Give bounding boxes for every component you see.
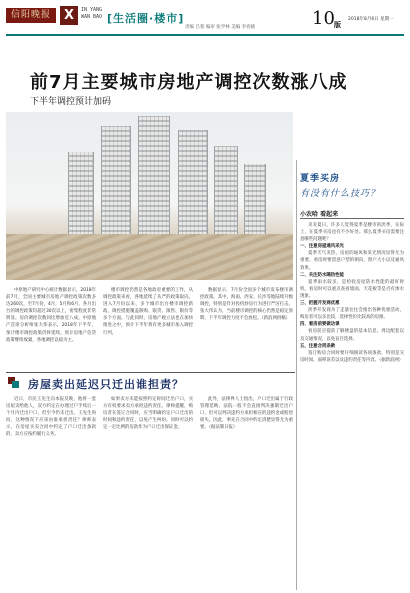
sidebar-title: 夏季买房 xyxy=(300,174,341,184)
sidebar-body xyxy=(300,222,404,588)
story2-text-2: 如果卖方未能按照约定时间迁出户口，买方有权要求卖方承担违约责任。律师提醒，购房者在签订合同时，应当明确约定户口迁出的时间和违约责任，以免产生纠纷。同时可以约定一定比例的房款作为户口迁出保证金。 xyxy=(103,397,193,431)
sidebar-section-4-text: 看房前应提前了解楼盘的基本信息、周边配套以及交通情况，以免盲目选择。 xyxy=(300,329,404,342)
main-story-text-2: 楼市调控仍然是各地政府重要的工作，从调控政策来看，各地延续了从严的政策取向。进入7月份以来，多个城市出台楼市调控新政，调控措施覆盖限购、限贷、限售、限价等多个方面。与此同时，房地产税立法也在加快推进之中，预计下半年将有更多城市加入调控行列。 xyxy=(103,288,193,336)
main-story-col-1 xyxy=(6,287,96,367)
story2-col-3 xyxy=(200,396,293,588)
story2-headline: 房屋卖出延迟只迁出谁担责？ xyxy=(28,378,184,391)
sidebar-intro: 炎炎夏日，许多人觉得夏季是楼市的淡季，实际上，在夏季买房也有不少好处。那么夏季买房需要注意哪些问题呢？ xyxy=(300,223,404,243)
column-divider xyxy=(296,160,297,590)
page-number: 10 xyxy=(312,8,335,29)
main-story-col-3 xyxy=(200,287,293,367)
sidebar-section-1-heading: 一、注意房屋通风采光 xyxy=(300,244,344,250)
x-logo-mark: X xyxy=(60,6,78,25)
page-unit: 版 xyxy=(334,21,341,29)
editor-credits: 责编 吕蓉 编审 张学林 美编 李春晓 xyxy=(185,25,256,30)
issue-date: 2018年8月6日 星期一 xyxy=(348,17,394,22)
story2-bullet-icon xyxy=(8,377,20,389)
section-title: [生活圈·楼市] xyxy=(107,12,185,25)
masthead xyxy=(0,0,410,38)
newspaper-logo: 信阳晚报 xyxy=(6,8,56,23)
sidebar-subtitle: 有没有什么技巧？ xyxy=(300,189,381,199)
pinyin-label: IN YANG WAN BAO xyxy=(81,7,103,20)
sidebar-section-1-text: 夏季天气炎热，房屋的通风和采光情况显得尤为重要。看房时要留意户型的朝向、窗户大小以及通风效果。 xyxy=(300,251,404,271)
main-story-text-3: 数据显示，7月份全国多个城市发布楼市调控政策。其中，海南、西安、长沙等地陆续升级调控，特别是针对投机炒房行为进行严厉打击。张大伟认为，当前楼市调控的核心仍然是稳定预期，下半年调控力度不会放松。（新浪网供稿） xyxy=(200,288,293,322)
construction-ground xyxy=(6,234,293,280)
sidebar-section-3-heading: 三、把握开发商优惠 xyxy=(300,301,340,307)
story2-rule xyxy=(6,372,295,373)
story2-col-1 xyxy=(6,396,96,588)
sidebar-section-2-heading: 二、关注防水隔热性能 xyxy=(300,272,344,278)
sidebar-author: 小农哈 看起来 xyxy=(300,211,339,218)
main-subhead: 下半年调控预计加码 xyxy=(30,97,112,107)
sidebar-section-2-text: 夏季雨水较多，是检验房屋防水性能的最好时机，看房时可以重点查看墙面、天花板等是否有渗水现象。 xyxy=(300,279,404,299)
sidebar-section-4-heading: 四、看房前要做功课 xyxy=(300,322,340,328)
story2-text-1: 近日，市民王先生向本报反映，他将一套房屋卖给他人，双方约定在办理过户手续后一个月内迁出户口，但至今仍未迁出。王先生询问，这种情况下应该由谁承担责任？律师表示，在房屋买卖合同中约定了户口迁出条款的，卖方应按约履行义务。 xyxy=(6,397,96,438)
sidebar-section-3-text: 淡季开发商为了走量往往会推出各种优惠活动，购房者可以多比较，选择性价比较高的房源。 xyxy=(300,308,404,321)
main-story-col-2 xyxy=(103,287,193,367)
masthead-rule xyxy=(6,34,404,36)
story2-col-2 xyxy=(103,396,193,588)
main-headline: 前7月主要城市房地产调控次数涨八成 xyxy=(30,72,348,93)
building-photo xyxy=(6,112,293,280)
main-story-text-1: 中原地产研究中心统计数据显示，2018年前7月，全国主要城市房地产调控政策次数多达260次，至7月份，4月，5月和6月，各月出台的调控政策均超过30次以上，密集程度非常明显。房价调控次数同比增加近八成。中原地产首席分析师张大伟表示，2018年下半年，预计楼市调控政策仍将延续。预计房地产信贷政策继续收紧，各地调控以稳为主。 xyxy=(6,288,96,343)
sidebar-section-5-heading: 五、注意合同条款 xyxy=(300,343,336,349)
sidebar-section-5-text: 签订购房合同时要仔细阅读各项条款，特别是交房时间、面积误差以及违约责任等内容。（据新浪网） xyxy=(300,350,404,363)
sidebar-rule xyxy=(300,218,404,219)
story2-text-3: 此外，法律界人士指出，户口迁出属于行政管理范畴，法院一般不会直接判决强制迁出户口，但可以判决违约方承担相应的违约金或赔偿损失。因此，事先在合同中约定清楚显得尤为重要。（据法制日报） xyxy=(200,397,293,431)
